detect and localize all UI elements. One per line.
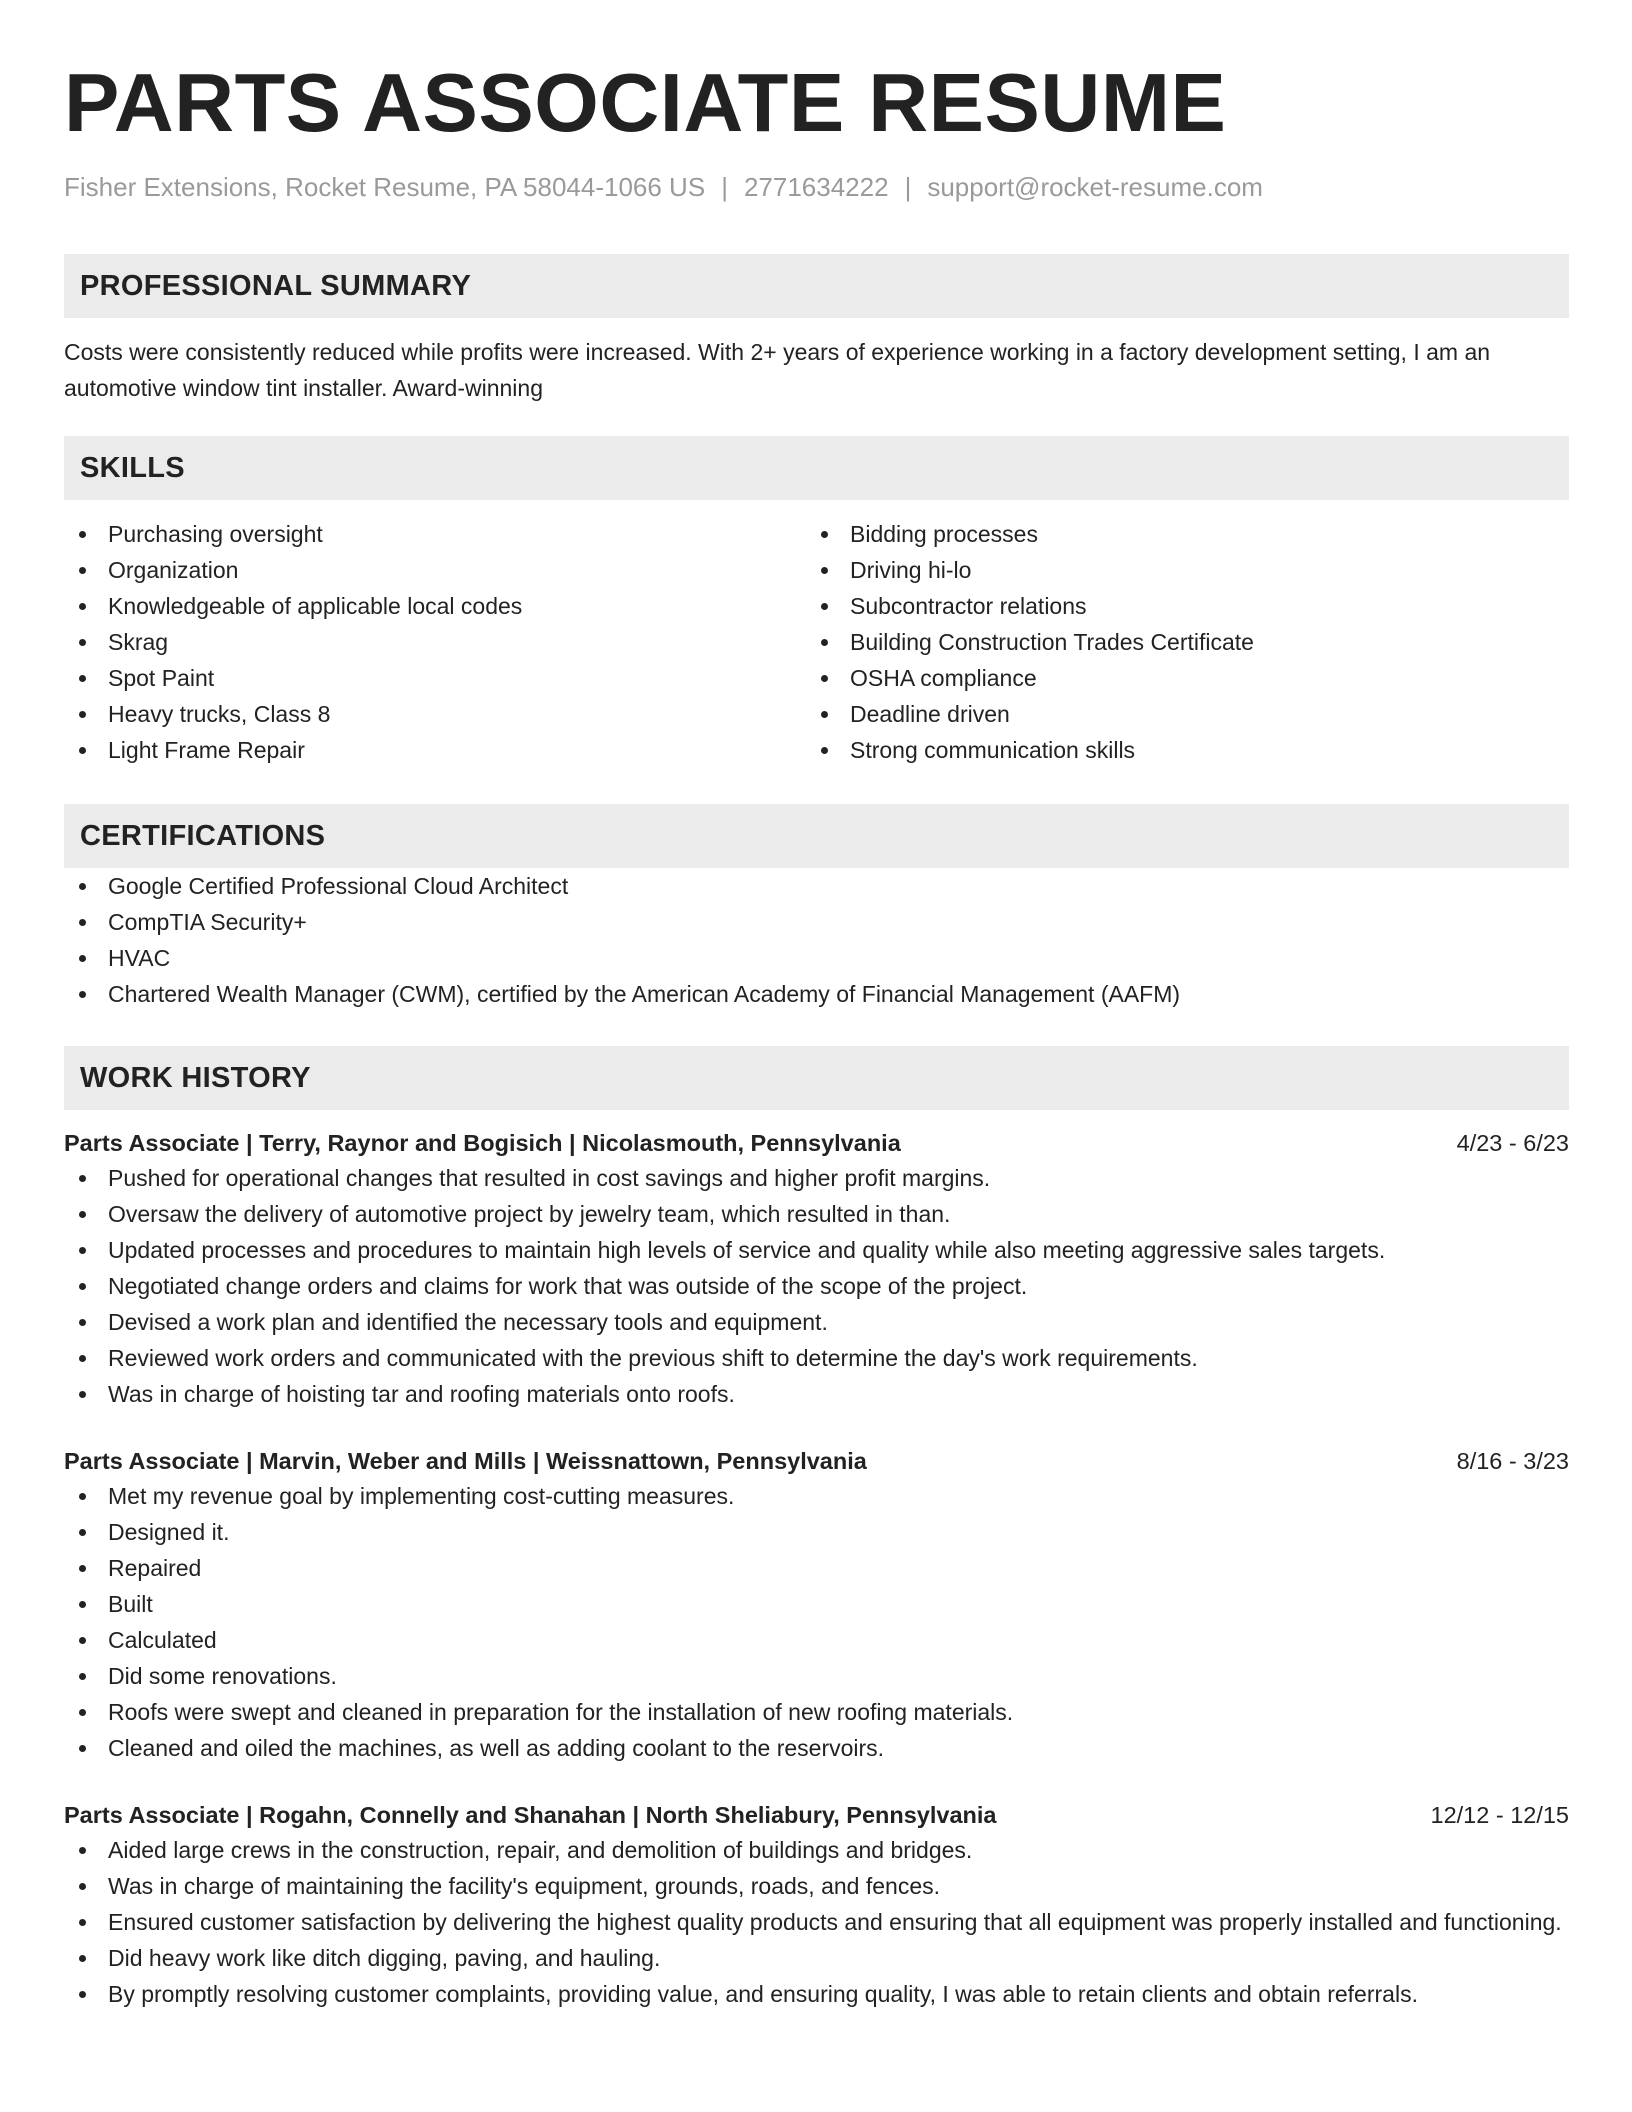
job-duties-list xyxy=(64,1478,1569,1766)
bullet-dot-icon xyxy=(79,531,86,538)
skill-item xyxy=(806,588,1548,624)
job-duty-item-text: Roofs were swept and cleaned in preparation for the installation of new roofing materials. xyxy=(108,1699,1014,1725)
job-entry xyxy=(64,1798,1569,2012)
job-dates: 8/16 - 3/23 xyxy=(1456,1448,1569,1474)
section-heading-skills: SKILLS xyxy=(64,436,1569,500)
job-duty-item-text: Devised a work plan and identified the necessary tools and equipment. xyxy=(108,1309,828,1335)
bullet-dot-icon xyxy=(79,991,86,998)
skill-item xyxy=(806,516,1548,552)
job-duty-item-text: Met my revenue goal by implementing cost-cutting measures. xyxy=(108,1483,735,1509)
job-duty-item-text: Did some renovations. xyxy=(108,1663,337,1689)
contact-email: support@rocket-resume.com xyxy=(927,172,1263,202)
skill-item-text: Purchasing oversight xyxy=(108,521,323,547)
bullet-dot-icon xyxy=(79,1709,86,1716)
bullet-dot-icon xyxy=(79,747,86,754)
bullet-dot-icon xyxy=(79,1283,86,1290)
job-duty-item xyxy=(64,1514,1569,1550)
job-duty-item-text: Calculated xyxy=(108,1627,217,1653)
job-duty-item xyxy=(64,1694,1569,1730)
bullet-dot-icon xyxy=(79,1637,86,1644)
skill-item xyxy=(806,552,1548,588)
skill-item xyxy=(64,660,806,696)
skills-list-left xyxy=(64,516,806,768)
skill-item-text: Bidding processes xyxy=(850,521,1038,547)
bullet-dot-icon xyxy=(79,1745,86,1752)
skill-item-text: Strong communication skills xyxy=(850,737,1136,763)
certification-item-text: Google Certified Professional Cloud Architect xyxy=(108,873,569,899)
job-header xyxy=(64,1798,1569,1832)
bullet-dot-icon xyxy=(79,1493,86,1500)
bullet-dot-icon xyxy=(79,1601,86,1608)
bullet-dot-icon xyxy=(79,1175,86,1182)
job-entry xyxy=(64,1126,1569,1412)
job-duty-item-text: Ensured customer satisfaction by delivering the highest quality products and ensuring that all equipment was properly installed and functioning. xyxy=(108,1909,1562,1935)
bullet-dot-icon xyxy=(79,955,86,962)
job-duty-item xyxy=(64,1586,1569,1622)
job-entry xyxy=(64,1444,1569,1766)
job-duty-item xyxy=(64,1304,1569,1340)
job-duty-item xyxy=(64,1268,1569,1304)
job-duty-item xyxy=(64,1832,1569,1868)
job-header xyxy=(64,1444,1569,1478)
bullet-dot-icon xyxy=(79,1991,86,1998)
job-duty-item-text: Was in charge of maintaining the facility's equipment, grounds, roads, and fences. xyxy=(108,1873,940,1899)
bullet-dot-icon xyxy=(79,675,86,682)
job-dates: 4/23 - 6/23 xyxy=(1456,1130,1569,1156)
skill-item-text: Spot Paint xyxy=(108,665,215,691)
job-duty-item xyxy=(64,1658,1569,1694)
job-duty-item xyxy=(64,1340,1569,1376)
bullet-dot-icon xyxy=(79,1529,86,1536)
skill-item-text: Driving hi-lo xyxy=(850,557,972,583)
job-duty-item-text: Oversaw the delivery of automotive project by jewelry team, which resulted in than. xyxy=(108,1201,951,1227)
job-duty-item xyxy=(64,1232,1569,1268)
skill-item xyxy=(64,552,806,588)
skill-item-text: Organization xyxy=(108,557,239,583)
certification-item xyxy=(64,940,1569,976)
job-duty-item-text: Repaired xyxy=(108,1555,202,1581)
skill-item-text: Knowledgeable of applicable local codes xyxy=(108,593,523,619)
bullet-dot-icon xyxy=(79,883,86,890)
skill-item-text: Heavy trucks, Class 8 xyxy=(108,701,331,727)
skill-item-text: Deadline driven xyxy=(850,701,1010,727)
bullet-dot-icon xyxy=(79,1883,86,1890)
job-duty-item xyxy=(64,1478,1569,1514)
job-duty-item xyxy=(64,1940,1569,1976)
skills-list-right xyxy=(806,516,1548,768)
contact-separator: | xyxy=(904,172,912,202)
skill-item xyxy=(64,588,806,624)
certification-item xyxy=(64,976,1569,1012)
bullet-dot-icon xyxy=(821,639,828,646)
contact-line xyxy=(64,170,1569,204)
skill-item xyxy=(806,696,1548,732)
section-heading-work-history: WORK HISTORY xyxy=(64,1046,1569,1110)
skill-item xyxy=(806,624,1548,660)
bullet-dot-icon xyxy=(79,1955,86,1962)
job-duty-item xyxy=(64,1376,1569,1412)
certification-item-text: CompTIA Security+ xyxy=(108,909,307,935)
job-duty-item xyxy=(64,1160,1569,1196)
job-title: Parts Associate | Marvin, Weber and Mills | Weissnattown, Pennsylvania xyxy=(64,1448,867,1474)
bullet-dot-icon xyxy=(79,1211,86,1218)
job-header xyxy=(64,1126,1569,1160)
bullet-dot-icon xyxy=(821,567,828,574)
certification-item xyxy=(64,904,1569,940)
job-duty-item-text: Aided large crews in the construction, repair, and demolition of buildings and bridges. xyxy=(108,1837,973,1863)
job-duty-item-text: Updated processes and procedures to maintain high levels of service and quality while also meeting aggressive sales targets. xyxy=(108,1237,1386,1263)
contact-phone: 2771634222 xyxy=(743,172,889,202)
skill-item xyxy=(806,660,1548,696)
job-duty-item xyxy=(64,1904,1569,1940)
job-duty-item-text: Did heavy work like ditch digging, paving, and hauling. xyxy=(108,1945,661,1971)
certification-item-text: HVAC xyxy=(108,945,171,971)
certification-item-text: Chartered Wealth Manager (CWM), certified by the American Academy of Financial Management (AAFM) xyxy=(108,981,1181,1007)
skills-columns xyxy=(64,516,1569,768)
job-duty-item xyxy=(64,1622,1569,1658)
job-duty-item-text: By promptly resolving customer complaints, providing value, and ensuring quality, I was able to retain clients and obtain referrals. xyxy=(108,1981,1418,2007)
skill-item-text: Subcontractor relations xyxy=(850,593,1087,619)
bullet-dot-icon xyxy=(79,639,86,646)
skill-item-text: OSHA compliance xyxy=(850,665,1037,691)
skill-item-text: Skrag xyxy=(108,629,169,655)
job-duty-item xyxy=(64,1868,1569,1904)
bullet-dot-icon xyxy=(79,567,86,574)
job-duties-list xyxy=(64,1160,1569,1412)
bullet-dot-icon xyxy=(79,1391,86,1398)
job-duties-list xyxy=(64,1832,1569,2012)
skill-item xyxy=(806,732,1548,768)
skill-item xyxy=(64,624,806,660)
bullet-dot-icon xyxy=(79,603,86,610)
job-duty-item xyxy=(64,1196,1569,1232)
skill-item xyxy=(64,696,806,732)
job-title: Parts Associate | Terry, Raynor and Bogisich | Nicolasmouth, Pennsylvania xyxy=(64,1130,901,1156)
bullet-dot-icon xyxy=(821,603,828,610)
bullet-dot-icon xyxy=(79,1319,86,1326)
contact-address: Fisher Extensions, Rocket Resume, PA 58044-1066 US xyxy=(64,172,706,202)
bullet-dot-icon xyxy=(821,675,828,682)
job-duty-item xyxy=(64,1550,1569,1586)
bullet-dot-icon xyxy=(79,1247,86,1254)
job-duty-item-text: Designed it. xyxy=(108,1519,230,1545)
bullet-dot-icon xyxy=(79,1847,86,1854)
summary-text: Costs were consistently reduced while profits were increased. With 2+ years of experience working in a factory development setting, I am an automotive window tint installer. Award-winning xyxy=(64,339,1491,401)
job-title: Parts Associate | Rogahn, Connelly and Shanahan | North Sheliabury, Pennsylvania xyxy=(64,1802,997,1828)
job-duty-item-text: Negotiated change orders and claims for work that was outside of the scope of the project. xyxy=(108,1273,1028,1299)
job-duty-item xyxy=(64,1730,1569,1766)
resume-title: PARTS ASSOCIATE RESUME xyxy=(64,56,1227,149)
bullet-dot-icon xyxy=(79,1565,86,1572)
section-heading-certifications: CERTIFICATIONS xyxy=(64,804,1569,868)
job-duty-item-text: Was in charge of hoisting tar and roofing materials onto roofs. xyxy=(108,1381,735,1407)
job-duty-item-text: Cleaned and oiled the machines, as well as adding coolant to the reservoirs. xyxy=(108,1735,885,1761)
bullet-dot-icon xyxy=(821,711,828,718)
skill-item-text: Light Frame Repair xyxy=(108,737,305,763)
skill-item xyxy=(64,732,806,768)
bullet-dot-icon xyxy=(79,1355,86,1362)
job-duty-item-text: Pushed for operational changes that resulted in cost savings and higher profit margins. xyxy=(108,1165,991,1191)
section-heading-summary: PROFESSIONAL SUMMARY xyxy=(64,254,1569,318)
job-duty-item-text: Built xyxy=(108,1591,153,1617)
skill-item xyxy=(64,516,806,552)
bullet-dot-icon xyxy=(821,531,828,538)
bullet-dot-icon xyxy=(79,1673,86,1680)
certification-item xyxy=(64,868,1569,904)
bullet-dot-icon xyxy=(79,1919,86,1926)
bullet-dot-icon xyxy=(79,919,86,926)
job-duty-item xyxy=(64,1976,1569,2012)
contact-separator: | xyxy=(721,172,728,202)
certifications-list xyxy=(64,868,1569,1012)
job-duty-item-text: Reviewed work orders and communicated with the previous shift to determine the day's work requirements. xyxy=(108,1345,1198,1371)
bullet-dot-icon xyxy=(79,711,86,718)
bullet-dot-icon xyxy=(821,747,828,754)
skill-item-text: Building Construction Trades Certificate xyxy=(850,629,1254,655)
job-dates: 12/12 - 12/15 xyxy=(1430,1802,1569,1828)
